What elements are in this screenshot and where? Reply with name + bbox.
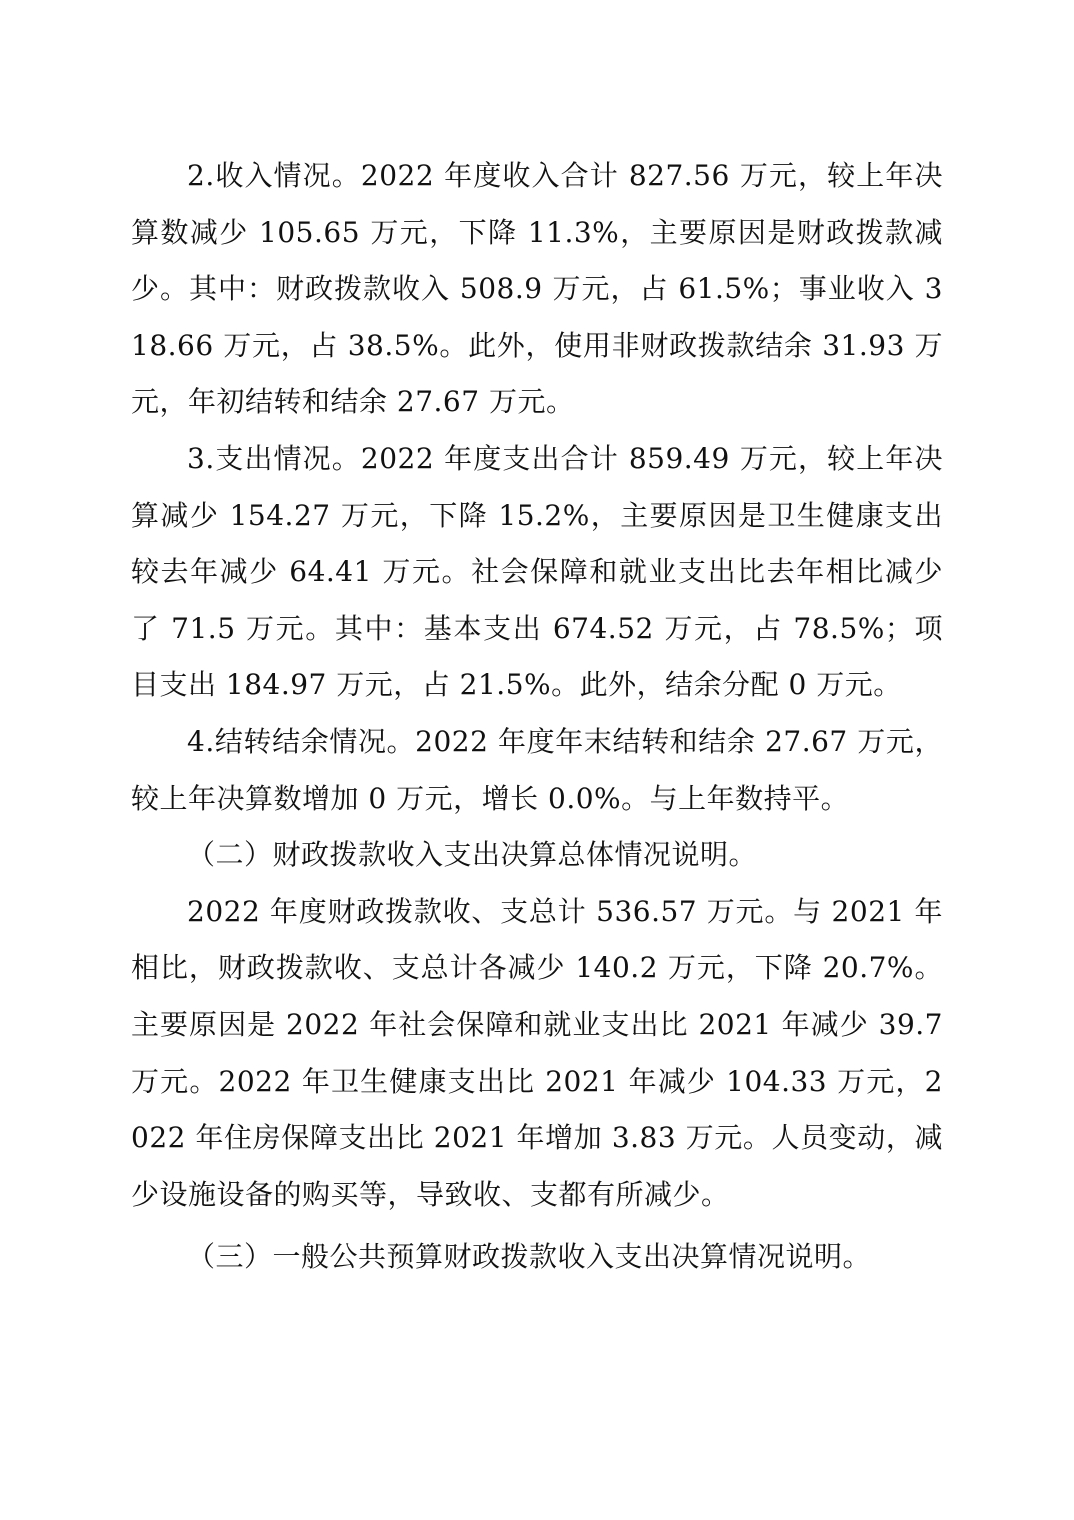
document-page <box>131 148 943 1286</box>
income-paragraph: 2.收入情况。2022 年度收入合计 827.56 万元，较上年决算数减少 105.65 万元，下降 11.3%，主要原因是财政拨款减少。其中：财政拨款收入 508.9 万元，占 61.5%；事业收入 318.66 万元，占 38.5%。此外，使用非财政拨款结余 31.93 万元，年初结转和结余 27.67 万元。 <box>131 159 943 419</box>
section-heading-2: （二）财政拨款收入支出决算总体情况说明。 <box>187 838 758 872</box>
section-heading-3: （三）一般公共预算财政拨款收入支出决算情况说明。 <box>187 1240 872 1274</box>
fiscal-summary-paragraph: 2022 年度财政拨款收、支总计 536.57 万元。与 2021 年相比，财政拨款收、支总计各减少 140.2 万元，下降 20.7%。主要原因是 2022 年社会保障和就业支出比 2021 年减少 39.7 万元。2022 年卫生健康支出比 2021 年减少 104.33 万元，2022 年住房保障支出比 2021 年增加 3.83 万元。人员变动，减少设施设备的购买等，导致收、支都有所减少。 <box>131 894 943 1211</box>
expenditure-paragraph: 3.支出情况。2022 年度支出合计 859.49 万元，较上年决算减少 154.27 万元，下降 15.2%，主要原因是卫生健康支出较去年减少 64.41 万元。社会保障和就业支出比去年相比减少了 71.5 万元。其中：基本支出 674.52 万元，占 78.5%；项目支出 184.97 万元，占 21.5%。此外，结余分配 0 万元。 <box>131 441 943 702</box>
carryover-paragraph: 4.结转结余情况。2022 年度年末结转和结余 27.67 万元，较上年决算数增加 0 万元，增长 0.0%。与上年数持平。 <box>131 724 943 815</box>
